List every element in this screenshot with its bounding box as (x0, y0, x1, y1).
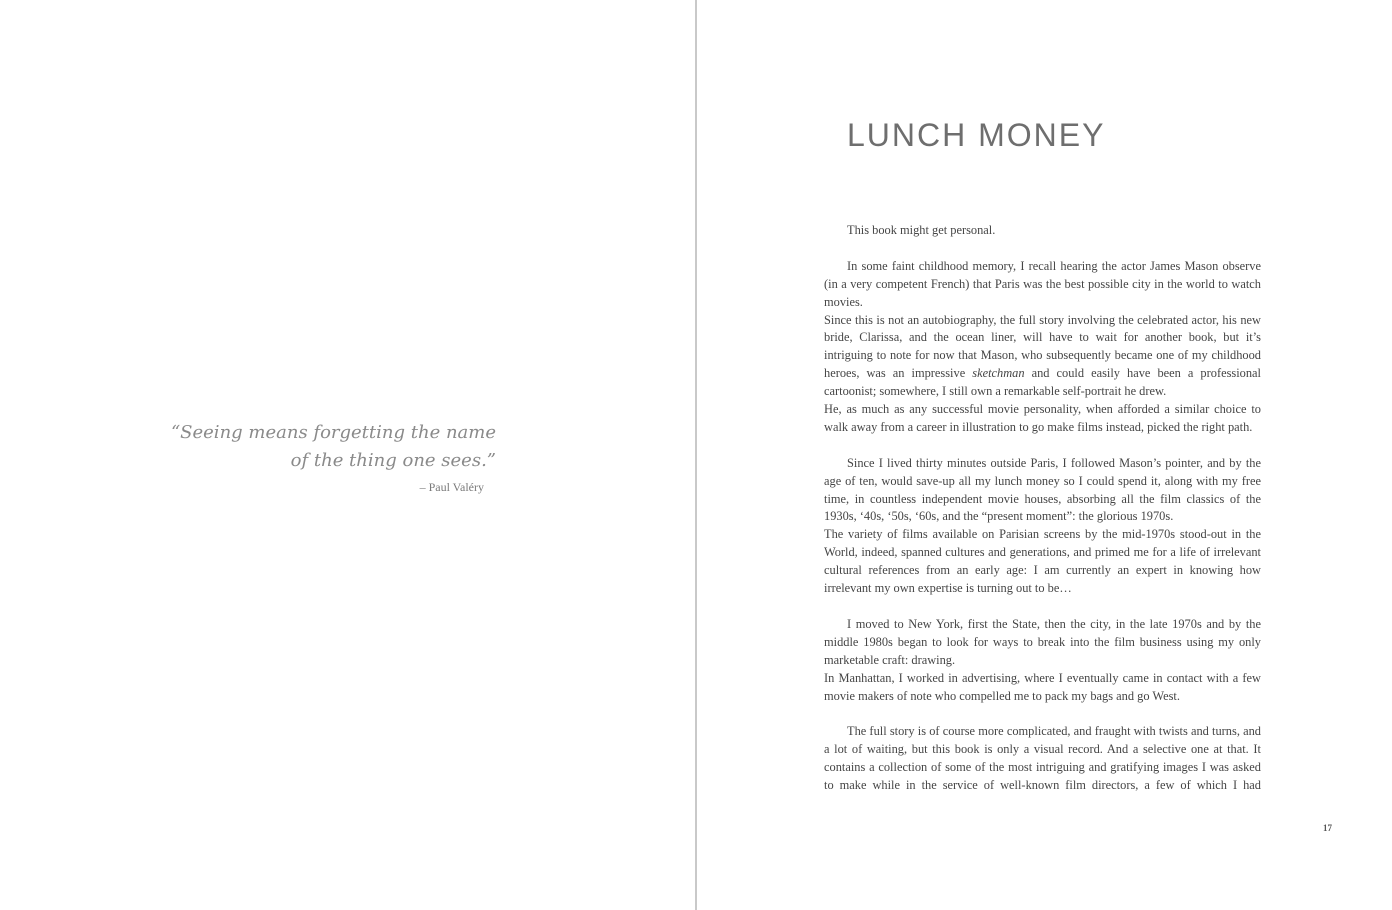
epigraph-attribution: – Paul Valéry (419, 480, 484, 494)
paragraph-5: Since I lived thirty minutes outside Paris, I followed Mason’s pointer, and by the age of ten, would save-up all my lunch money so I could spend it, along with my free time, in countless independent movie houses, absorbing all the film classics of the 1930s, ‘40s, ‘50s, ‘60s, and the “present moment”: the glorious 1970s. (824, 455, 1261, 524)
epigraph-quote-line-2: of the thing one sees.” (290, 450, 496, 471)
paragraph-9: The full story is of course more complicated, and fraught with twists and turns, and a lot of waiting, but this book is only a visual record. And a selective one at that. It contains a collection of some of the most intriguing and gratifying images I was asked to make while in the service of well-known film directors, a few of which I had (824, 724, 1261, 793)
chapter-body (824, 222, 1261, 795)
paragraph-2: In some faint childhood memory, I recall hearing the actor James Mason observe (in a very competent French) that Paris was the best possible city in the world to watch movies. (824, 258, 1261, 309)
epigraph (150, 419, 496, 495)
epigraph-quote-line-1: “Seeing means forgetting the name (170, 422, 496, 443)
paragraph-3-text-start: Since this is not an autobiography, the full story involving the celebrated actor, his new bride, Clarissa, and the ocean liner, will have to wait for another book, but it’s intriguing to note for now that Mason, who subsequently became one of my childhood heroes, was an impressive (824, 312, 1261, 381)
right-page (697, 0, 1392, 910)
paragraph-6: The variety of films available on Parisian screens by the mid-1970s stood-out in the World, indeed, spanned cultures and generations, and primed me for a life of irrelevant cultural references from an early age: I am currently an expert in knowing how irrelevant my own expertise is turning out to be… (824, 527, 1261, 596)
paragraph-1: This book might get personal. (847, 223, 996, 237)
page-number: 17 (1323, 823, 1332, 833)
paragraph-3 (824, 312, 1261, 402)
paragraph-3-emphasis: sketchman (972, 366, 1025, 381)
chapter-title: LUNCH MONEY (847, 117, 1106, 153)
paragraph-8: In Manhattan, I worked in advertising, where I eventually came in contact with a few movie makers of note who compelled me to pack my bags and go West. (824, 670, 1261, 703)
paragraph-7: I moved to New York, first the State, then the city, in the late 1970s and by the middle 1980s began to look for ways to break into the film business using my only marketable craft: drawing. (824, 616, 1261, 667)
left-page (0, 0, 695, 910)
paragraph-3-text-end: and could easily have been a professional cartoonist; somewhere, I still own a remarkable self-portrait he drew. (824, 366, 1261, 399)
paragraph-4: He, as much as any successful movie personality, when afforded a similar choice to walk away from a career in illustration to go make films instead, picked the right path. (824, 402, 1261, 434)
